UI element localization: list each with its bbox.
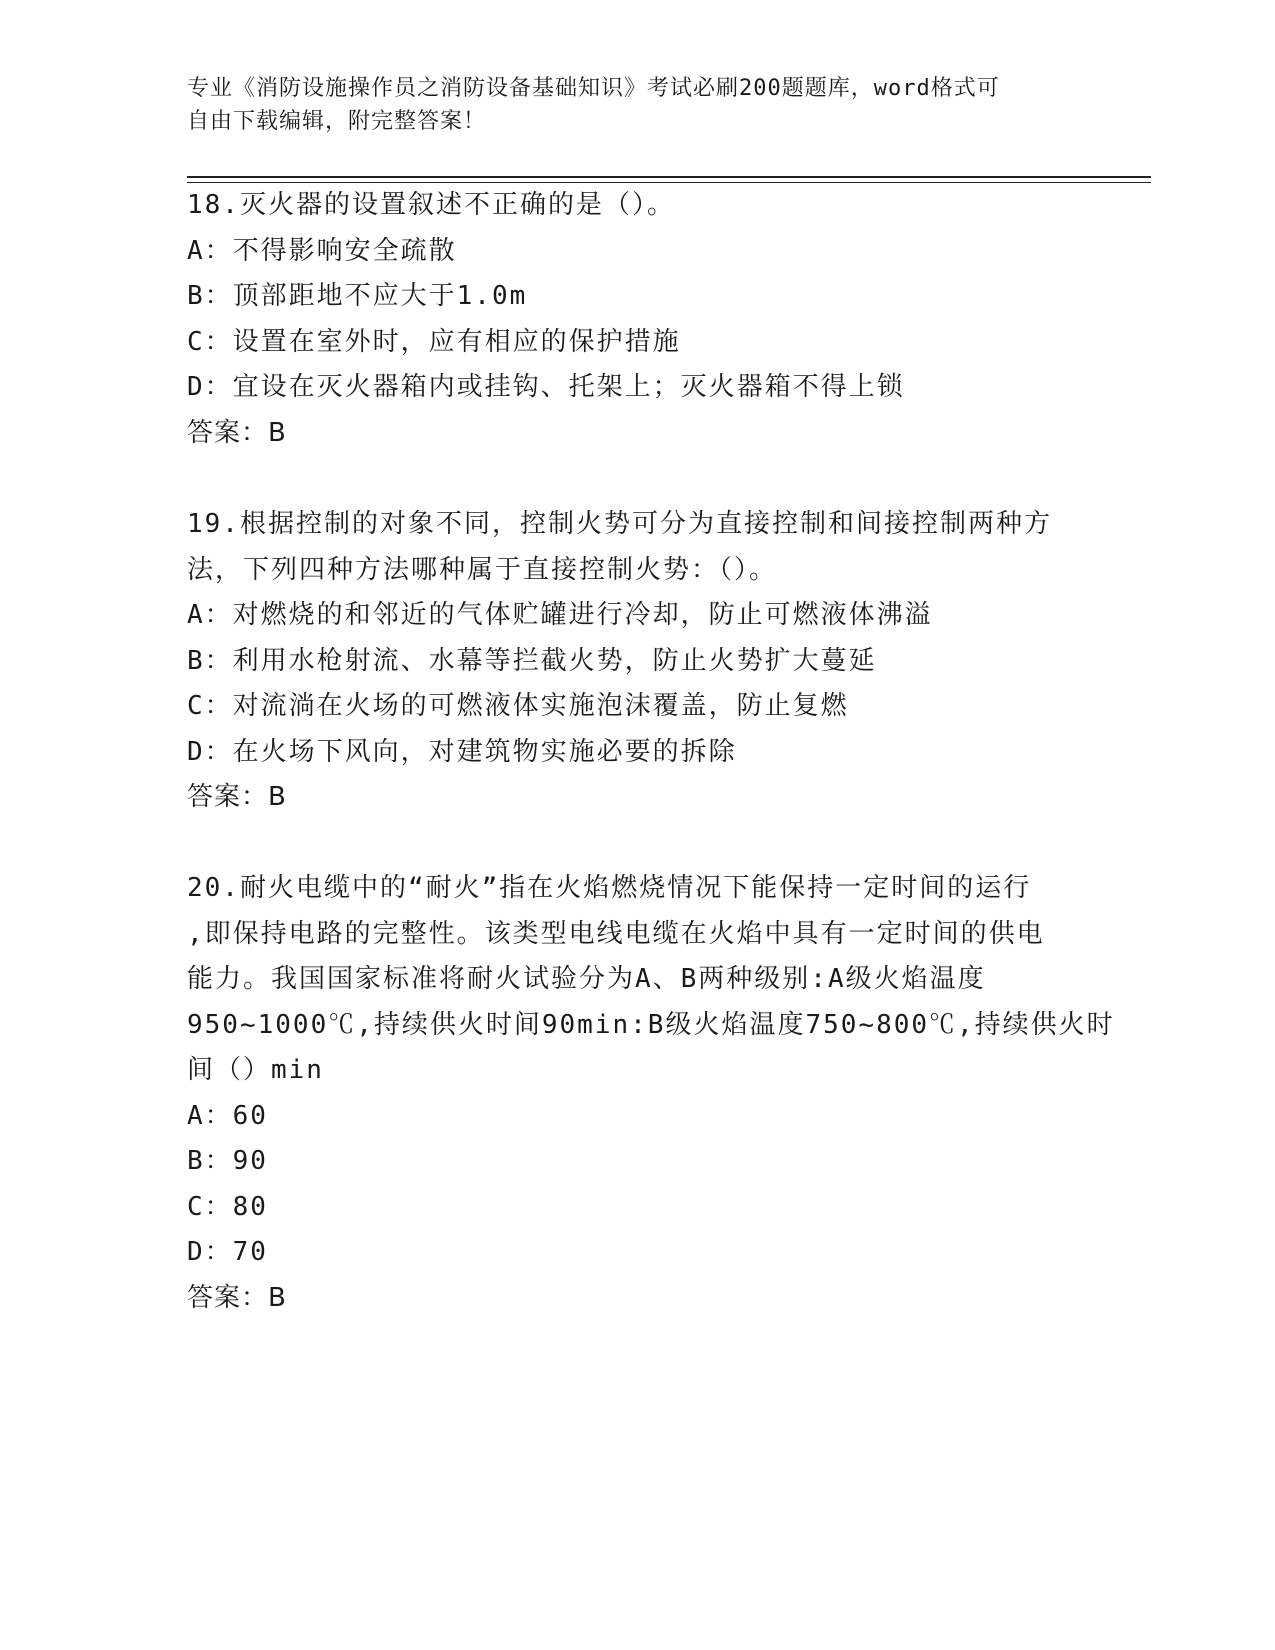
option-c: C：设置在室外时，应有相应的保护措施 (187, 326, 681, 357)
option-d: D：宜设在灭火器箱内或挂钩、托架上；灭火器箱不得上锁 (187, 372, 905, 402)
question-stem-line-4: 950~1000℃,持续供火时间90min:B级火焰温度750~800℃,持续供火时 (187, 1009, 1115, 1040)
question-20 (187, 866, 1115, 1321)
question-stem: 18.灭火器的设置叙述不正确的是（）。 (187, 190, 675, 220)
header-line-1: 专业《消防设施操作员之消防设备基础知识》考试必刷200题题库，word格式可 (187, 76, 1000, 101)
header-line-2: 自由下载编辑，附完整答案！ (187, 109, 487, 134)
answer: 答案：B (187, 417, 287, 448)
option-c: C：对流淌在火场的可燃液体实施泡沫覆盖，防止复燃 (187, 691, 849, 721)
option-b: B：顶部距地不应大于1.0m (187, 281, 528, 311)
option-c: C：80 (187, 1191, 268, 1222)
option-d: D：在火场下风向，对建筑物实施必要的拆除 (187, 736, 737, 767)
option-d: D：70 (187, 1237, 268, 1267)
question-stem-line-1: 20.耐火电缆中的“耐火”指在火焰燃烧情况下能保持一定时间的运行 (187, 873, 1032, 903)
option-a: A：对燃烧的和邻近的气体贮罐进行冷却，防止可燃液体沸溢 (187, 600, 933, 630)
option-b: B：利用水枪射流、水幕等拦截火势，防止火势扩大蔓延 (187, 645, 877, 676)
question-stem-line-5: 间（）min (187, 1055, 324, 1085)
header-divider-thick (187, 176, 1151, 178)
document-header (187, 72, 1087, 138)
question-stem-line-1: 19.根据控制的对象不同，控制火势可分为直接控制和间接控制两种方 (187, 509, 1052, 539)
answer: 答案：B (187, 782, 287, 812)
option-a: A：60 (187, 1100, 268, 1131)
question-stem-line-2: ,即保持电路的完整性。该类型电线电缆在火焰中具有一定时间的供电 (187, 918, 1045, 949)
answer: 答案：B (187, 1282, 287, 1313)
question-stem-line-3: 能力。我国国家标准将耐火试验分为A、B两种级别:A级火焰温度 (187, 964, 986, 994)
question-stem-line-2: 法，下列四种方法哪种属于直接控制火势：（）。 (187, 554, 778, 585)
option-b: B：90 (187, 1146, 268, 1176)
question-19 (187, 502, 1087, 821)
option-a: A：不得影响安全疏散 (187, 235, 457, 266)
question-18 (187, 183, 1087, 456)
